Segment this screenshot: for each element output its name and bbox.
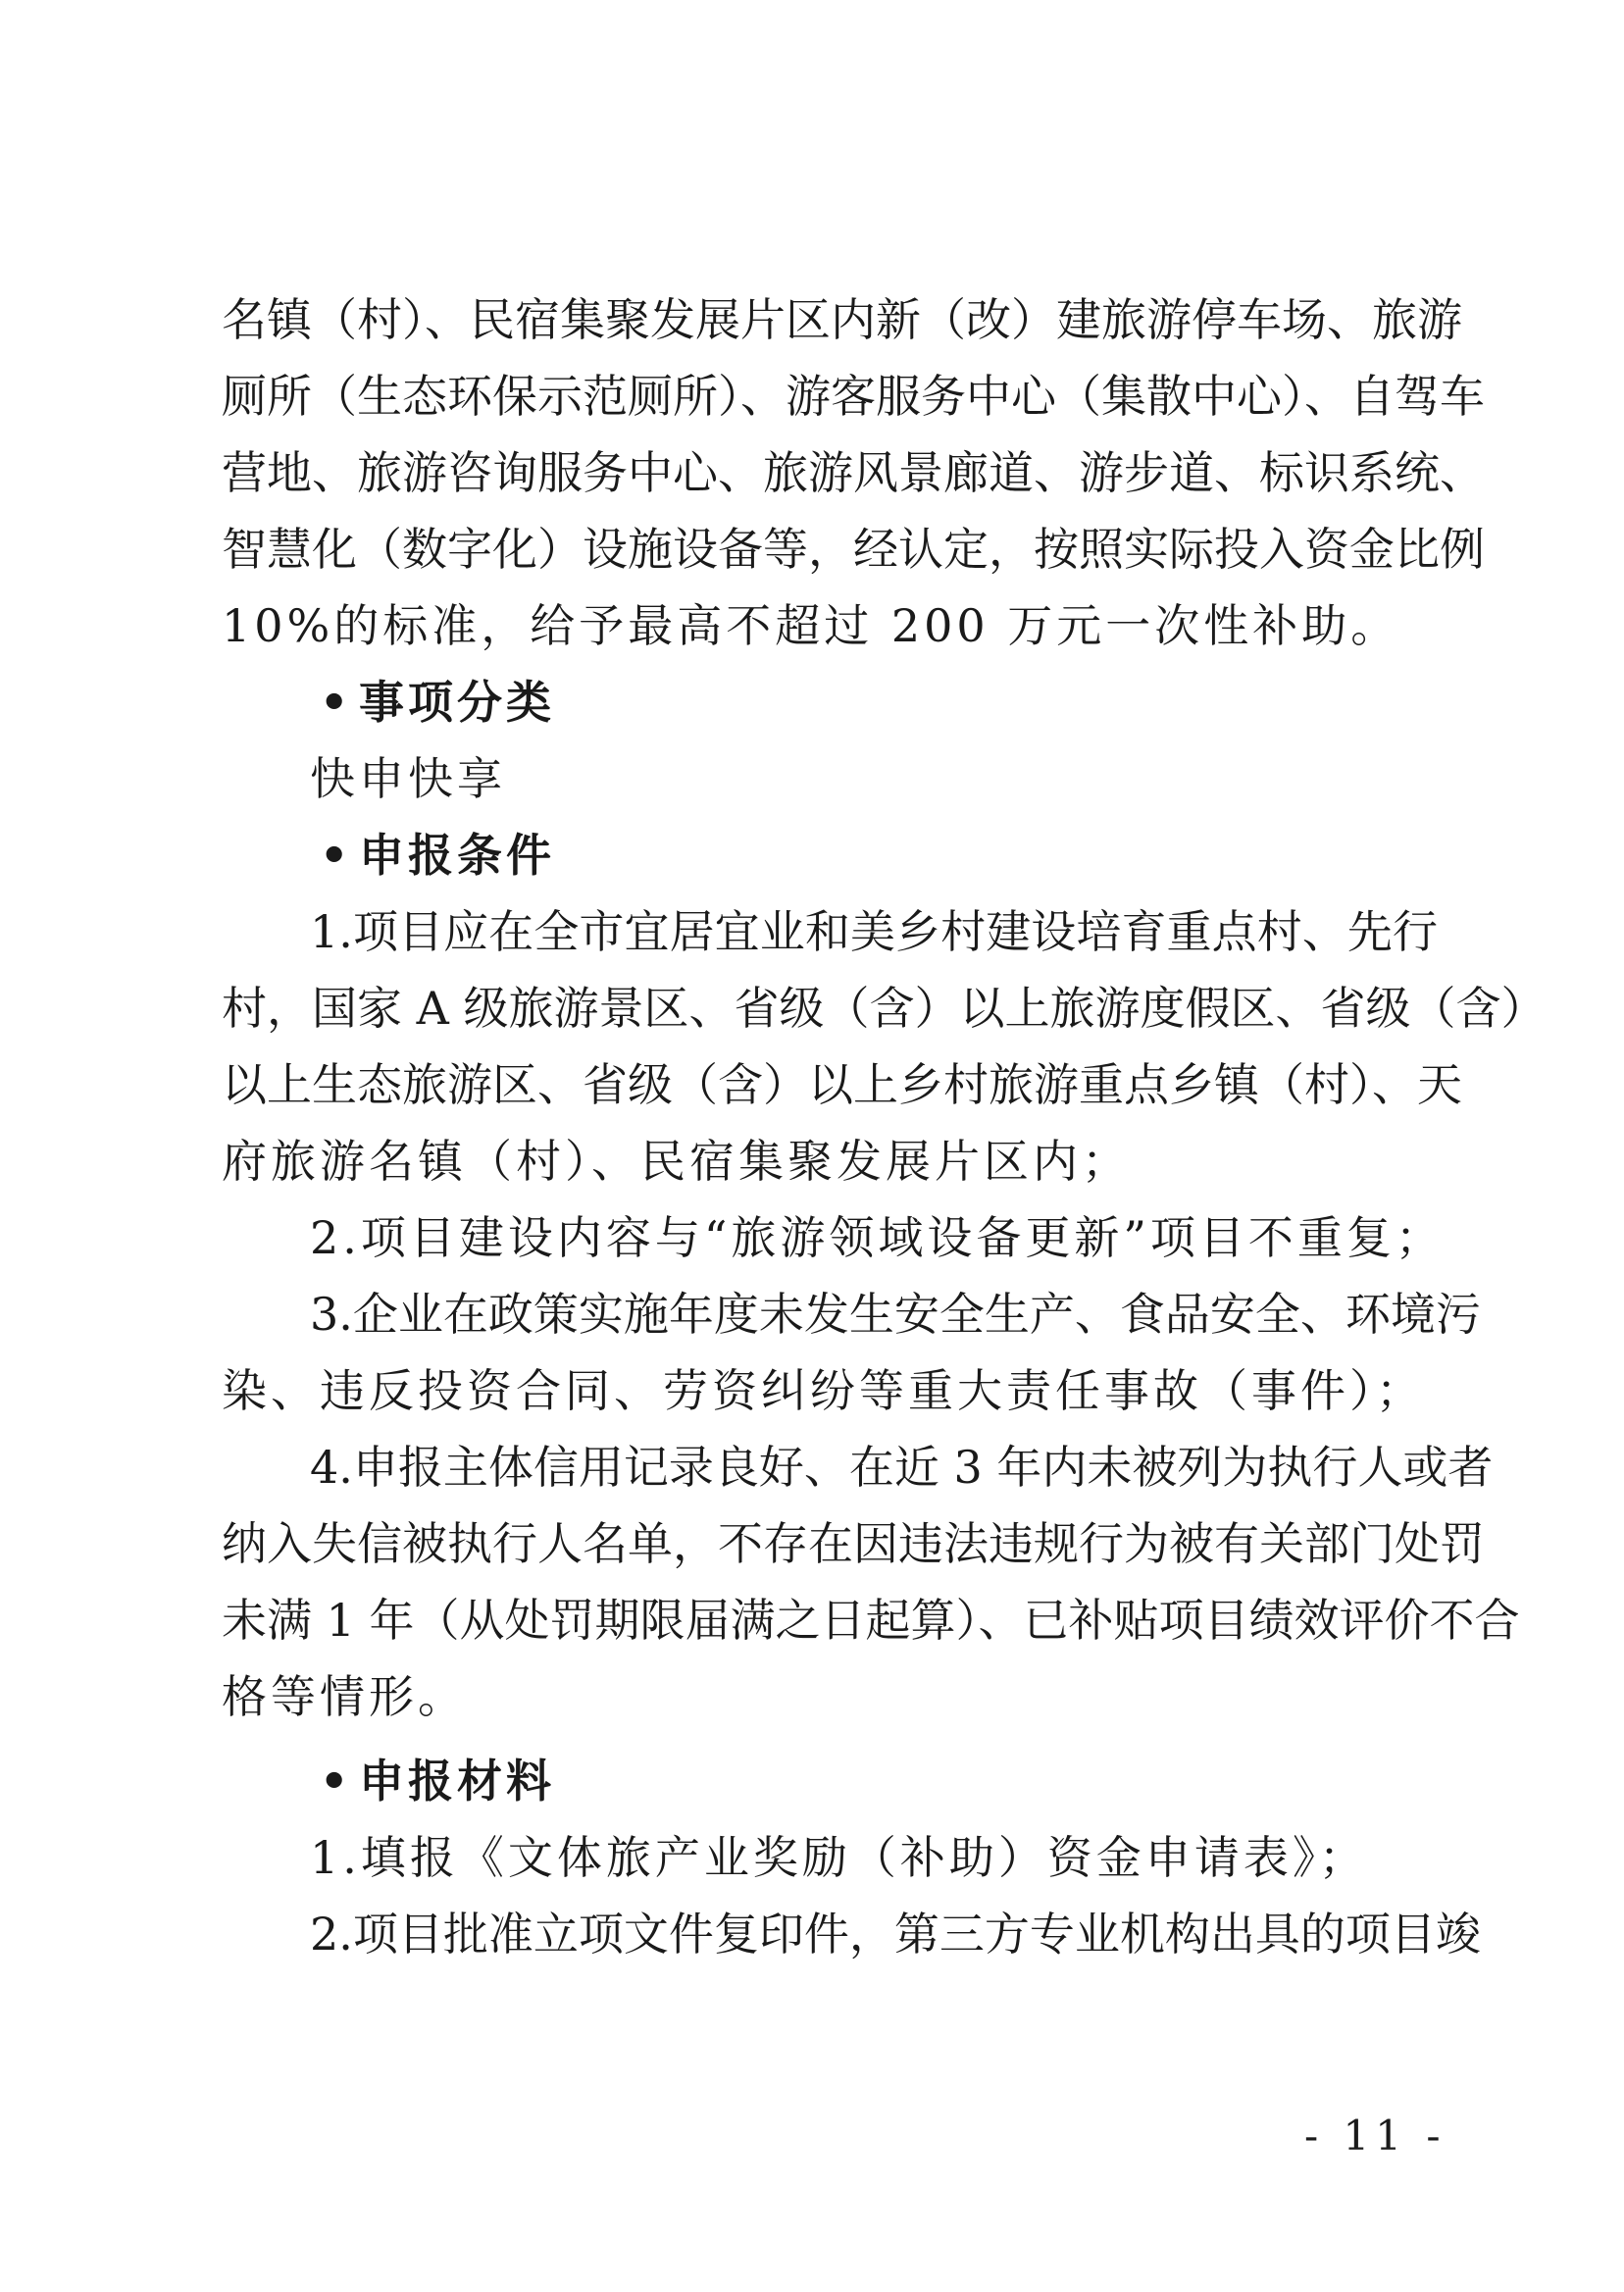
section-heading-materials-text: 申报材料 [359,1755,555,1808]
condition-2: 2.项目建设内容与“旅游领域设备更新”项目不重复； [310,1211,1445,1264]
condition-1-line-2: 村，国家 A 级旅游景区、省级（含）以上旅游度假区、省级（含） [222,982,1547,1035]
intro-line-4: 智慧化（数字化）设施设备等，经认定，按照实际投入资金比例 [222,523,1485,576]
intro-line-1: 名镇（村）、民宿集聚发展片区内新（改）建旅游停车场、旅游 [222,293,1462,346]
section-heading-conditions [320,826,1447,885]
condition-4-line-3: 未满 1 年（从处罚期限届满之日起算）、已补贴项目绩效评价不合 [222,1594,1520,1647]
material-2: 2.项目批准立项文件复印件，第三方专业机构出具的项目竣 [310,1908,1481,1961]
intro-line-3: 营地、旅游咨询服务中心、旅游风景廊道、游步道、标识系统、 [222,446,1485,499]
condition-4-line-1: 4.申报主体信用记录良好、在近 3 年内未被列为执行人或者 [310,1441,1494,1494]
condition-1-line-4: 府旅游名镇（村）、民宿集聚发展片区内； [222,1135,1131,1188]
condition-4-line-2: 纳入失信被执行人名单，不存在因违法违规行为被有关部门处罚 [222,1517,1485,1570]
page-number: - 11 - [1304,2112,1446,2160]
section-heading-conditions-text: 申报条件 [359,829,555,882]
section-heading-category-text: 事项分类 [359,676,555,729]
intro-line-2: 厕所（生态环保示范厕所）、游客服务中心（集散中心）、自驾车 [222,370,1485,423]
section-heading-category [320,673,1447,732]
intro-line-5: 10%的标准，给予最高不超过 200 万元一次性补助。 [222,599,1400,652]
section-heading-materials [320,1752,1447,1810]
condition-1-line-1: 1.项目应在全市宜居宜业和美乡村建设培育重点村、先行 [310,905,1438,958]
condition-4-line-4: 格等情形。 [222,1670,467,1723]
condition-1-line-3: 以上生态旅游区、省级（含）以上乡村旅游重点乡镇（村）、天 [222,1058,1462,1111]
material-1: 1.填报《文体旅产业奖励（补助）资金申请表》； [310,1831,1368,1884]
section-category-content: 快申快享 [310,752,506,805]
condition-3-line-2: 染、违反投资合同、劳资纠纷等重大责任事故（事件）； [222,1364,1425,1417]
condition-3-line-1: 3.企业在政策实施年度未发生安全生产、食品安全、环境污 [310,1288,1481,1341]
